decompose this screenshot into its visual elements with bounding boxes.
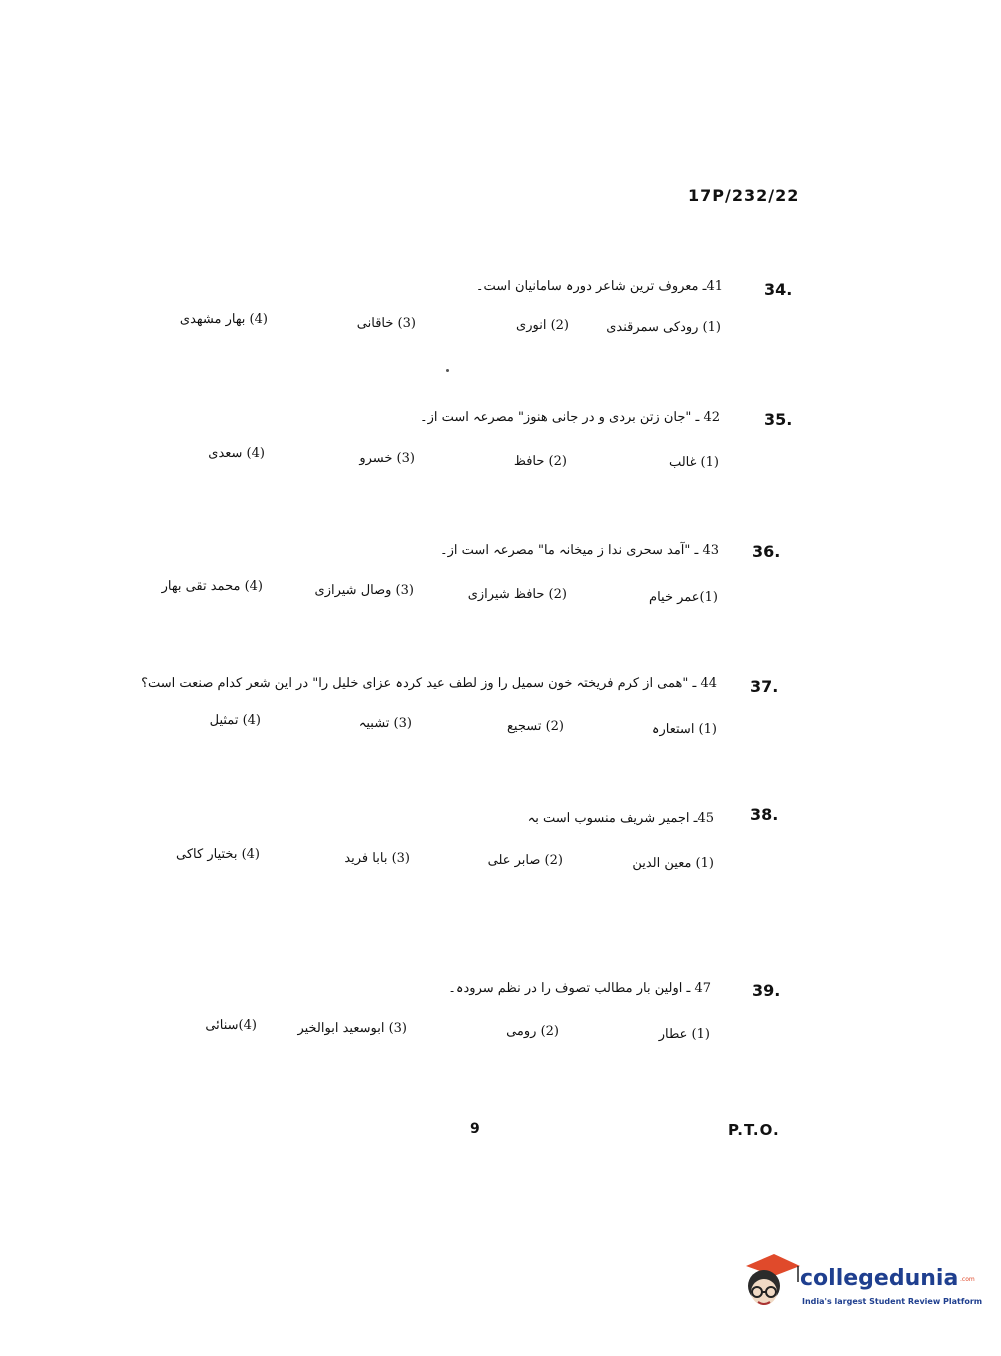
option-1: (1)عمر خیام xyxy=(649,590,718,605)
option-3: (3) وصال شیرازی xyxy=(314,583,414,598)
option-2: (2) صابر علی xyxy=(487,853,563,868)
paper-code: 17P/232/22 xyxy=(688,186,800,205)
question-number: 35. xyxy=(764,410,793,429)
option-2: (2) انوری xyxy=(516,318,569,333)
option-2: (2) حافظ xyxy=(513,454,567,469)
option-3: (3) بابا فرید xyxy=(344,851,410,866)
option-3: (3) خسرو xyxy=(359,451,415,466)
option-1: (1) استعارہ xyxy=(651,722,717,737)
option-2: (2) رومی xyxy=(506,1024,559,1039)
stray-mark xyxy=(446,369,449,372)
option-3: (3) تشبیہ xyxy=(358,716,412,731)
question-stem: 44 ـ "ھمی از کرم فریختہ خون سمیل را وز لطف عید کردہ عزای خلیل را" در این شعر کدام صنعت است؟ xyxy=(141,676,717,691)
option-1: (1) رودکی سمرقندی xyxy=(606,320,721,335)
logo-tagline: India's largest Student Review Platform xyxy=(802,1297,983,1306)
option-2: (2) حافظ شیرازی xyxy=(467,587,567,602)
question-number: 38. xyxy=(750,805,779,824)
question-number: 36. xyxy=(752,542,781,561)
logo-wordmark: collegedunia xyxy=(800,1266,959,1291)
pto-label: P.T.O. xyxy=(728,1121,780,1139)
option-1: (1) معین الدین xyxy=(632,856,714,871)
option-4: (4) سعدی xyxy=(208,446,265,461)
question-stem: 42 ـ "جان زتن بردی و در جانی ھنوز" مصرعہ است از۔ xyxy=(420,410,720,425)
option-1: (1) غالب xyxy=(668,455,719,470)
question-number: 39. xyxy=(752,981,781,1000)
option-1: (1) عطار xyxy=(658,1027,710,1042)
logo-suffix: .com xyxy=(960,1276,975,1283)
option-4: (4) بھار مشھدی xyxy=(179,312,268,327)
option-4: (4) بختیار کاکی xyxy=(176,847,260,862)
option-4: (4) تمثیل xyxy=(209,713,261,728)
collegedunia-mascot-icon xyxy=(740,1252,800,1316)
question-number: 37. xyxy=(750,677,779,696)
page-number: 9 xyxy=(470,1121,480,1137)
question-stem: 47 ـ اولین بار مطالب تصوف را در نظم سرودہ۔ xyxy=(448,981,711,996)
question-stem: 45ـ اجمیر شریف منسوب است بہ xyxy=(527,811,714,826)
option-2: (2) تسجیع xyxy=(506,719,564,734)
question-stem: 43 ـ "آمد سحری ندا ز میخانہ ما" مصرعہ است از۔ xyxy=(440,543,719,558)
question-stem: 41ـ معروف ترین شاعر دورہ سامانیان است۔ xyxy=(475,279,723,294)
option-3: (3) خاقانی xyxy=(356,316,416,331)
option-4: (4) محمد تقی بھار xyxy=(161,579,263,594)
option-3: (3) ابوسعید ابوالخیر xyxy=(297,1021,407,1036)
option-4: (4)سنائی xyxy=(205,1018,257,1033)
question-number: 34. xyxy=(764,280,793,299)
